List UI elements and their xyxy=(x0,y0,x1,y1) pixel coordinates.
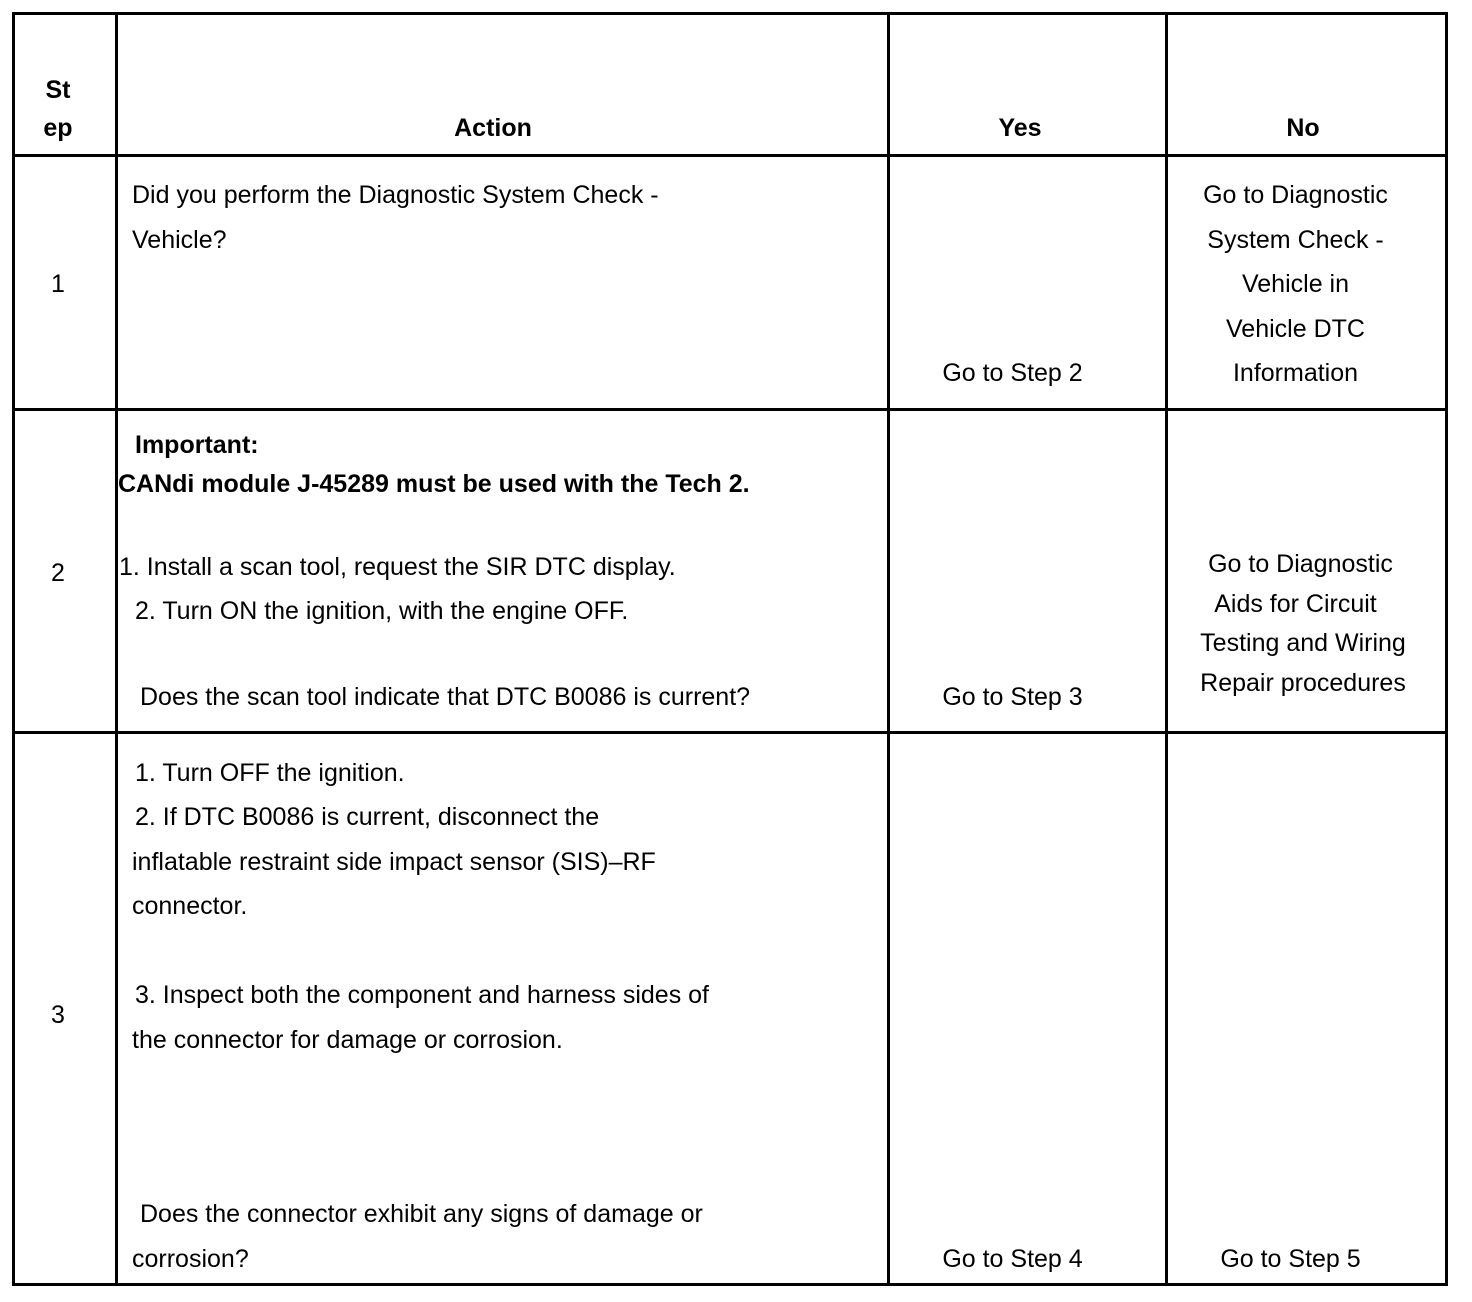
action-step-item-continued: inflatable restraint side impact sensor (SIS)–RF xyxy=(132,848,656,876)
no-result-line: Testing and Wiring xyxy=(1200,629,1406,657)
header-no: No xyxy=(1286,114,1320,142)
step-number: 2 xyxy=(51,559,65,587)
action-question: Does the scan tool indicate that DTC B0086 is current? xyxy=(140,683,751,711)
header-yes: Yes xyxy=(998,114,1042,142)
no-result-line: Go to Diagnostic xyxy=(1203,181,1388,209)
action-step-item: 1. Install a scan tool, request the SIR DTC display. xyxy=(119,553,676,581)
yes-result: Go to Step 4 xyxy=(942,1245,1083,1273)
step-number: 3 xyxy=(51,1001,65,1029)
action-step-item-continued: connector. xyxy=(132,892,248,920)
important-label: Important: xyxy=(135,431,259,459)
header-step-line1: St xyxy=(45,76,71,104)
action-step-item: 3. Inspect both the component and harness sides of xyxy=(135,981,709,1009)
row-divider-step2 xyxy=(15,731,1445,734)
header-step xyxy=(15,71,101,147)
column-divider-step-action xyxy=(115,15,118,1283)
no-result-line: System Check - xyxy=(1207,226,1384,254)
yes-result: Go to Step 3 xyxy=(942,683,1083,711)
no-result-line: Aids for Circuit xyxy=(1214,590,1377,618)
step-number: 1 xyxy=(51,270,65,298)
action-step-item: 2. If DTC B0086 is current, disconnect the xyxy=(135,803,600,831)
action-step-item: 1. Turn OFF the ignition. xyxy=(135,759,405,787)
action-step-item-continued: the connector for damage or corrosion. xyxy=(132,1026,563,1054)
action-question: Does the connector exhibit any signs of damage or xyxy=(140,1200,703,1228)
no-result-line: Vehicle in xyxy=(1241,270,1350,298)
important-text: CANdi module J-45289 must be used with the Tech 2. xyxy=(118,470,750,498)
no-result: Go to Step 5 xyxy=(1220,1245,1361,1273)
action-text-line: Did you perform the Diagnostic System Check - xyxy=(132,181,659,209)
action-text-line: Vehicle? xyxy=(132,226,227,254)
no-result-line: Vehicle DTC xyxy=(1226,315,1365,343)
yes-result: Go to Step 2 xyxy=(942,359,1083,387)
row-divider-header xyxy=(15,154,1445,157)
row-divider-step1 xyxy=(15,408,1445,411)
no-result-line: Information xyxy=(1232,359,1359,387)
column-divider-action-yes xyxy=(887,15,890,1283)
no-result-line: Repair procedures xyxy=(1200,669,1406,697)
action-step-item: 2. Turn ON the ignition, with the engine OFF. xyxy=(135,597,629,625)
action-question: corrosion? xyxy=(132,1245,249,1273)
header-step-line2: ep xyxy=(43,114,73,142)
header-action: Action xyxy=(454,114,532,142)
no-result-line: Go to Diagnostic xyxy=(1208,550,1393,578)
diagnostic-table xyxy=(12,12,1448,1286)
